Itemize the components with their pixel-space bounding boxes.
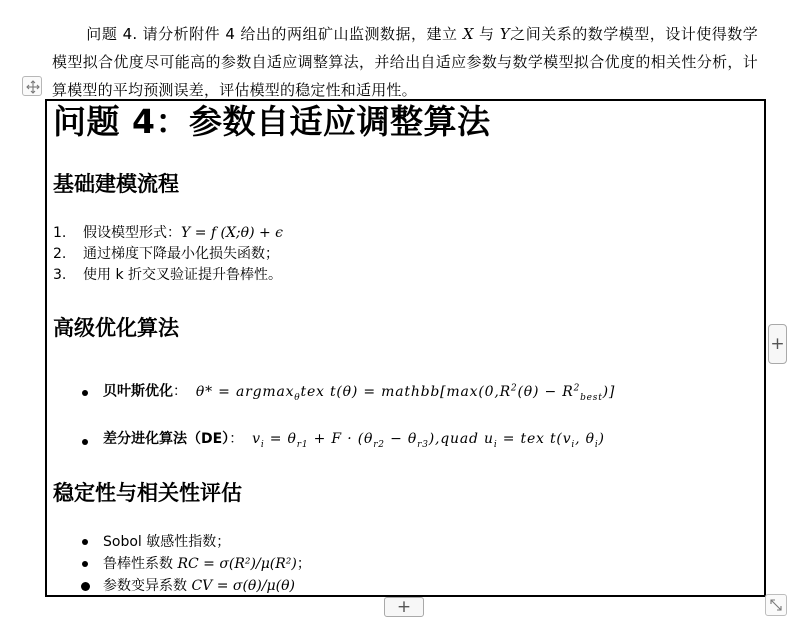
list-text: 假设模型形式： bbox=[83, 225, 181, 241]
list-text: 通过梯度下降最小化损失函数； bbox=[83, 246, 279, 262]
add-column-button[interactable]: + bbox=[768, 324, 787, 364]
list-tail: ； bbox=[296, 556, 311, 572]
list-item bbox=[53, 223, 283, 244]
robustness-formula: RC = σ(R²)/μ(R²) bbox=[177, 556, 297, 572]
list-item bbox=[79, 531, 311, 553]
move-icon bbox=[25, 79, 41, 95]
bullet-icon bbox=[82, 539, 88, 545]
list-item bbox=[79, 553, 311, 575]
table-resize-handle[interactable] bbox=[765, 594, 787, 616]
list-text: 使用 k 折交叉验证提升鲁棒性。 bbox=[83, 267, 283, 283]
intro-paragraph bbox=[52, 20, 758, 104]
intro-text-3: 之间关系的数学模型，设计使得数学模型拟合优度尽可能高的参数自适应调整算法，并给出自适应参数与数学模型拟合优度的相关性分析，计算模型的平均预测误差，评估模型的稳定性和适用性。 bbox=[52, 25, 759, 99]
cv-formula: CV = σ(θ)/μ(θ) bbox=[191, 578, 295, 594]
section-heading-basic: 基础建模流程 bbox=[53, 172, 179, 196]
list-item bbox=[79, 375, 615, 410]
section-heading-advanced: 高级优化算法 bbox=[53, 316, 179, 340]
bullet-icon bbox=[82, 390, 88, 396]
method-name: 贝叶斯优化 bbox=[103, 383, 173, 400]
list-number: 3. bbox=[53, 267, 67, 283]
separator: ： bbox=[173, 383, 187, 400]
bayes-formula: θ* = argmax$_\theta$tex $t(\theta) = mathbb[\max(0,R^2(\theta) - R^2_{best})]$ bbox=[195, 383, 616, 403]
ordered-list bbox=[53, 223, 283, 286]
list-item bbox=[53, 265, 283, 286]
list-text: 鲁棒性系数 bbox=[103, 556, 178, 572]
list-text: 参数变异系数 bbox=[103, 578, 192, 594]
list-number: 2. bbox=[53, 246, 67, 262]
resize-icon bbox=[768, 597, 784, 613]
list-item bbox=[53, 244, 283, 265]
add-row-button[interactable]: + bbox=[384, 597, 424, 617]
section-heading-stability: 稳定性与相关性评估 bbox=[53, 481, 242, 505]
list-text: Sobol 敏感性指数； bbox=[103, 534, 231, 550]
page-title: 问题 4：参数自适应调整算法 bbox=[53, 102, 491, 141]
table-move-handle[interactable] bbox=[22, 76, 42, 96]
list-item bbox=[79, 575, 311, 597]
bullet-icon bbox=[82, 561, 88, 567]
model-formula: Y = f (X;θ) + ϵ bbox=[181, 225, 284, 241]
bullet-icon bbox=[82, 439, 88, 445]
intro-text-1: 问题 4. 请分析附件 4 给出的两组矿山监测数据，建立 bbox=[86, 25, 463, 43]
intro-text-2: 与 bbox=[473, 25, 500, 43]
bullet-icon bbox=[81, 582, 90, 591]
separator: ： bbox=[229, 431, 244, 448]
list-item bbox=[79, 426, 615, 458]
content-table-cell[interactable] bbox=[45, 99, 766, 597]
advanced-bullet-list bbox=[79, 375, 615, 458]
var-y: Y bbox=[499, 25, 510, 43]
method-name: 差分进化算法（DE） bbox=[103, 431, 230, 448]
stability-bullet-list bbox=[79, 531, 311, 597]
de-formula: $v_i = \theta_{r1} + F \cdot (\theta_{r2}$ − $\theta_{r3}),quad$ $u_i$ = tex $t(v_i$, $\theta_i$) bbox=[252, 431, 605, 451]
var-x: X bbox=[462, 25, 474, 43]
list-number: 1. bbox=[53, 225, 67, 241]
